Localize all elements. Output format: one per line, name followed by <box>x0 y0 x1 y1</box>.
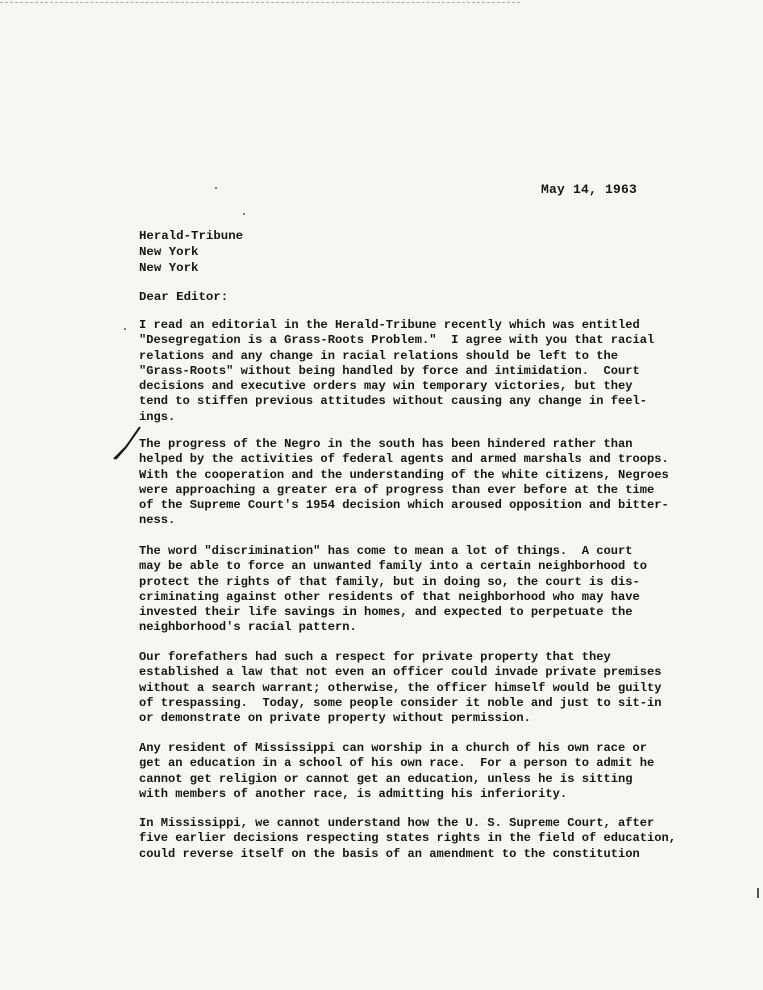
body-paragraph-1: I read an editorial in the Herald-Tribune recently which was entitled "Desegregation is a Grass-Roots Problem." I agree with you that racial relations and any change in racial relations should be left to the "Grass-Roots" without being handled by force and intimidation. Court decisions and executive orders may win temporary victories, but they tend to stiffen previous attitudes without causing any change in feel- ings. <box>139 318 655 424</box>
recipient-address <box>139 228 243 276</box>
body-paragraph-3: The word "discrimination" has come to mean a lot of things. A court may be able to force an unwanted family into a certain neighborhood to protect the rights of that family, but in doing so, the court is dis- criminating against other residents of that neighborhood who may have invested their life savings in homes, and expected to perpetuate the neighborhood's racial pattern. <box>139 544 648 635</box>
top-edge-rule <box>0 2 520 5</box>
body-paragraph-5: Any resident of Mississippi can worship in a church of his own race or get an education in a school of his own race. For a person to admit he cannot get religion or cannot get an education, unless he is sitting with members of another race, is admitting his inferiority. <box>139 741 655 801</box>
body-paragraph-2: The progress of the Negro in the south has been hindered rather than helped by the activities of federal agents and armed marshals and troops. With the cooperation and the understanding of the white citizens, Negroes were approaching a greater era of progress than ever before at the time of the Supreme Court's 1954 decision which aroused opposition and bitter- ness. <box>139 437 669 528</box>
body-paragraph-6: In Mississippi, we cannot understand how the U. S. Supreme Court, after five earlier decisions respecting states rights in the field of education, could reverse itself on the basis of an amendment to the constitution <box>139 816 677 861</box>
paper-speck <box>215 187 217 189</box>
letter-date: May 14, 1963 <box>541 182 638 197</box>
margin-check-mark <box>112 425 142 461</box>
body-paragraph-4: Our forefathers had such a respect for private property that they established a law that not even an officer could invade private premises without a search warrant; otherwise, the officer himself would be guilty of trespassing. Today, some people consider it noble and just to sit-in or demonstrate on private property without permission. <box>139 650 662 726</box>
paper-speck <box>757 888 759 898</box>
recipient-line-2: New York <box>139 245 199 259</box>
salutation: Dear Editor: <box>139 290 229 304</box>
paper-speck <box>124 328 126 330</box>
paper-speck <box>243 213 245 215</box>
recipient-line-1: Herald-Tribune <box>139 229 244 243</box>
recipient-line-3: New York <box>139 261 199 275</box>
